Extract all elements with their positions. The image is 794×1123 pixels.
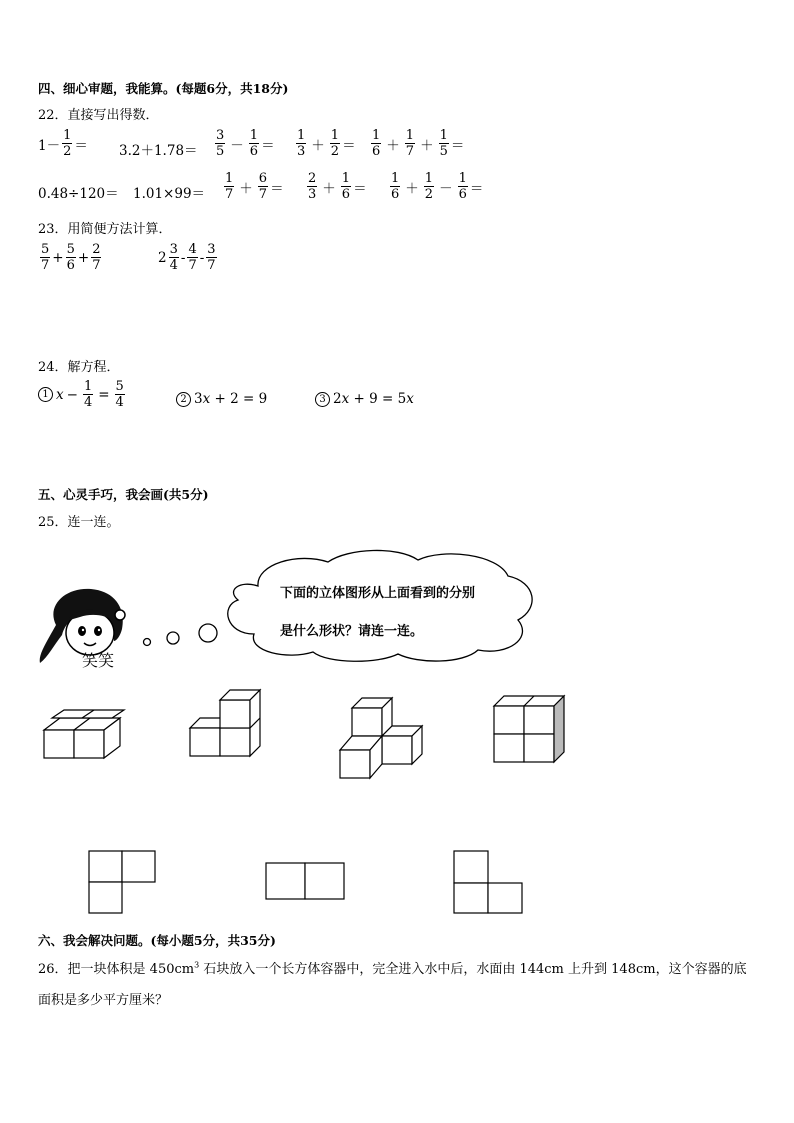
q22-r2-e4: $\frac{2}{3}$ ＋ $\frac{1}{6}$ ＝ <box>308 171 367 202</box>
circled-number: 2 <box>176 392 191 407</box>
solid-figure-4 <box>492 694 572 766</box>
q26-line1: 26．把一块体积是 $450cm^3$ 石块放入一个长方体容器中，完全进入水中后，水面由 144cm 上升到 148cm，这个容器的底 <box>38 960 747 977</box>
fraction: $\frac{5}{7}$ <box>41 242 50 273</box>
fraction: $\frac{1}{7}$ <box>405 128 415 159</box>
q22-r1-e1 <box>38 129 88 158</box>
fraction: $\frac{1}{6}$ <box>249 128 259 159</box>
fraction: $\frac{2}{7}$ <box>92 242 101 273</box>
fraction: $\frac{1}{2}$ <box>330 128 340 159</box>
fraction: $\frac{5}{6}$ <box>66 242 75 273</box>
thought-bubbles <box>140 620 220 650</box>
fraction: $\frac{1}{3}$ <box>297 128 306 159</box>
fraction: $\frac{1}{6}$ <box>391 171 400 202</box>
q24-e2: 2 3 x + 2 = 9 <box>176 391 267 407</box>
top-view-1 <box>88 850 158 916</box>
q25-title: 25．连一连。 <box>38 515 120 530</box>
equals-sign: ＝ <box>74 137 88 154</box>
solid-figure-1 <box>40 700 130 762</box>
q23-e2: 2 $\frac{3}{4}$ - $\frac{4}{7}$ - $\frac{3}{7}$ <box>158 242 216 273</box>
fraction: $\frac{3}{5}$ <box>216 128 225 159</box>
q24-e1: 1 x − $\frac{1}{4}$ = $\frac{5}{4}$ <box>38 380 127 409</box>
section-4-heading: 四、细心审题，我能算。(每题6分，共18分) <box>38 81 289 96</box>
girl-label: 笑笑 <box>82 651 115 670</box>
section-6-heading: 六、我会解决问题。(每小题5分，共35分) <box>38 933 276 948</box>
q23-e1: $\frac{5}{7}$ + $\frac{5}{6}$ + $\frac{2}{7}$ <box>41 242 101 273</box>
fraction: $\frac{1}{2}$ <box>63 128 72 159</box>
speech-cloud <box>218 546 538 664</box>
q26-line2: 面积是多少平方厘米？ <box>38 993 169 1008</box>
fraction: $\frac{1}{5}$ <box>439 128 448 159</box>
q22-r2-e1: 0.48÷120＝ <box>38 186 119 202</box>
section-5-heading: 五、心灵手巧，我会画(共5分) <box>38 487 209 502</box>
fraction: $\frac{1}{6}$ <box>372 128 381 159</box>
q24-title: 24．解方程． <box>38 360 120 375</box>
q22-r1-e2: 3.2＋1.78＝ <box>119 143 198 159</box>
cloud-text-line1: 下面的立体图形从上面看到的分别 <box>280 586 476 601</box>
fraction: $\frac{6}{7}$ <box>258 171 268 202</box>
q22-r1-e1-prefix: 1－ <box>38 137 61 154</box>
solid-figure-3 <box>338 696 430 782</box>
fraction: $\frac{1}{4}$ <box>83 379 93 410</box>
q22-r2-e3: $\frac{1}{7}$ ＋ $\frac{6}{7}$ ＝ <box>225 171 284 202</box>
top-view-3 <box>453 850 525 916</box>
fraction: $\frac{3}{4}$ <box>169 242 178 273</box>
solid-figure-2 <box>188 686 268 760</box>
fraction: $\frac{1}{6}$ <box>458 171 467 202</box>
fraction: $\frac{1}{7}$ <box>225 171 234 202</box>
circled-number: 1 <box>38 387 53 402</box>
fraction: $\frac{4}{7}$ <box>188 242 197 273</box>
q24-e3: 3 2 x + 9 = 5 x <box>315 391 414 407</box>
fraction: $\frac{1}{2}$ <box>424 171 434 202</box>
q22-title: 22．直接写出得数． <box>38 108 159 123</box>
fraction: $\frac{3}{7}$ <box>207 242 216 273</box>
q22-r2-e2: 1.01×99＝ <box>133 186 206 202</box>
q22-r2-e5: $\frac{1}{6}$ ＋ $\frac{1}{2}$ － $\frac{1}{6}$ ＝ <box>391 171 484 202</box>
top-view-2 <box>265 862 347 902</box>
q22-r1-e4: $\frac{1}{3}$ ＋ $\frac{1}{2}$ ＝ <box>297 128 356 159</box>
q22-r1-e5: $\frac{1}{6}$ ＋ $\frac{1}{7}$ ＋ $\frac{1}{5}$ ＝ <box>372 128 465 159</box>
fraction: $\frac{2}{3}$ <box>308 171 317 202</box>
cloud-text-line2: 是什么形状？请连一连。 <box>280 624 424 639</box>
whole-number: 2 <box>158 249 167 266</box>
circled-number: 3 <box>315 392 330 407</box>
q23-title: 23．用简便方法计算． <box>38 222 172 237</box>
fraction: $\frac{5}{4}$ <box>115 379 124 410</box>
q22-r1-e3: $\frac{3}{5}$ － $\frac{1}{6}$ ＝ <box>216 128 275 159</box>
fraction: $\frac{1}{6}$ <box>341 171 351 202</box>
